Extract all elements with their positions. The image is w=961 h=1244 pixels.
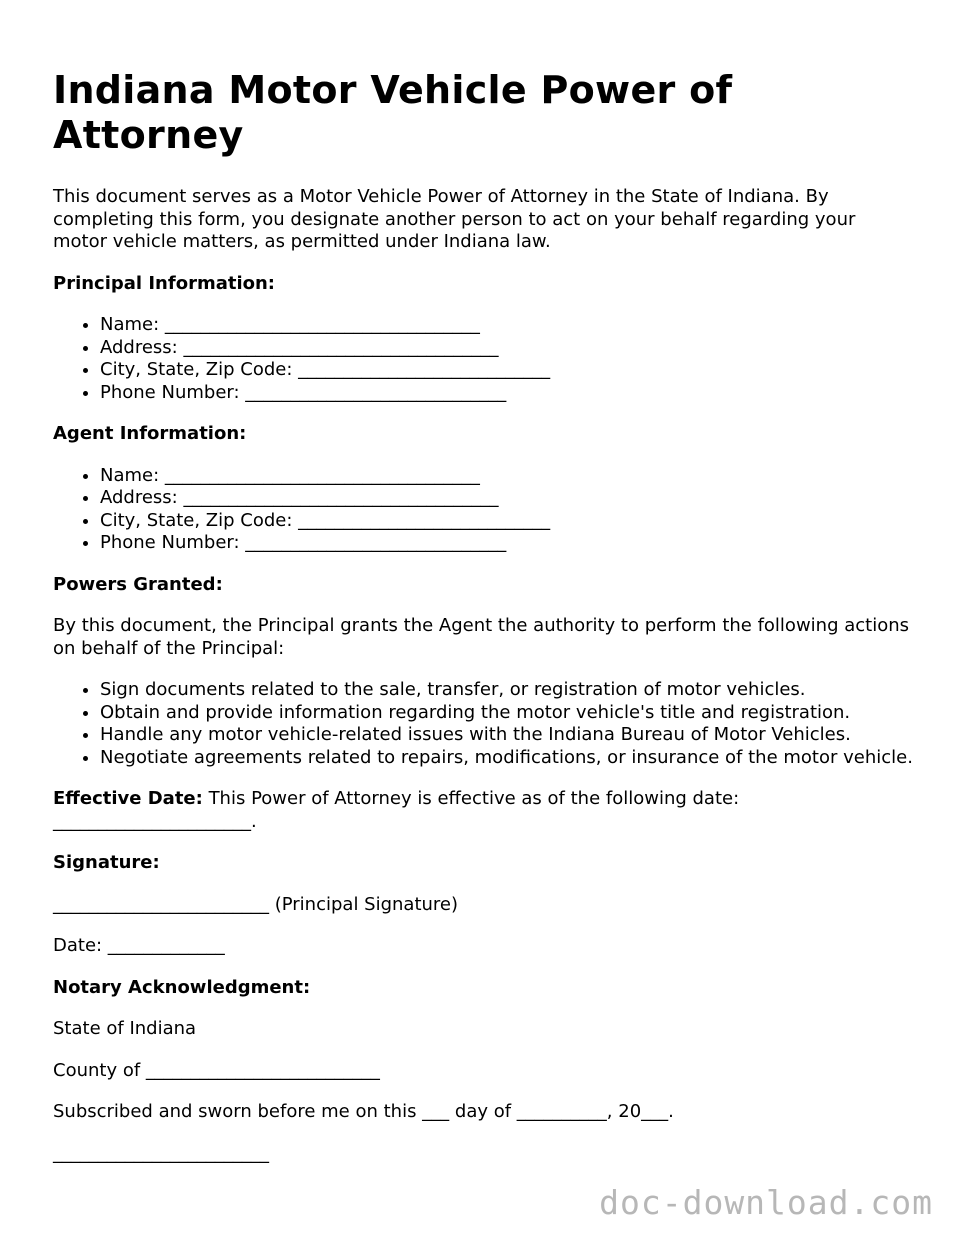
notary-county: County of __________________________ bbox=[53, 1059, 380, 1081]
notary-heading: Notary Acknowledgment: bbox=[53, 976, 311, 998]
document-title: Indiana Motor Vehicle Power of Attorney bbox=[53, 68, 733, 157]
effective-date-paragraph bbox=[53, 788, 913, 833]
principal-signature-line: ________________________ (Principal Signature) bbox=[53, 893, 459, 915]
agent-fields bbox=[53, 465, 913, 555]
principal-fields bbox=[53, 314, 913, 404]
powers-list bbox=[53, 679, 913, 769]
powers-intro: By this document, the Principal grants the Agent the authority to perform the following actions on behalf of the Principal: bbox=[53, 615, 910, 659]
agent-name-field: • Name: ___________________________________ bbox=[100, 465, 913, 488]
effective-date-text: This Power of Attorney is effective as of the following date: ______________________. bbox=[53, 788, 740, 832]
watermark: doc-download.com bbox=[599, 1183, 933, 1222]
agent-phone-field: • Phone Number: _____________________________ bbox=[100, 532, 913, 555]
power-item: • Negotiate agreements related to repairs, modifications, or insurance of the motor vehicle. bbox=[100, 747, 913, 770]
principal-city-field: • City, State, Zip Code: ____________________________ bbox=[100, 359, 913, 382]
notary-signature-line: ________________________ bbox=[53, 1142, 269, 1164]
powers-heading: Powers Granted: bbox=[53, 573, 223, 595]
notary-state: State of Indiana bbox=[53, 1018, 197, 1039]
power-item: • Sign documents related to the sale, transfer, or registration of motor vehicles. bbox=[100, 679, 913, 702]
document-page bbox=[53, 68, 913, 1184]
principal-heading: Principal Information: bbox=[53, 272, 276, 294]
power-item: • Obtain and provide information regarding the motor vehicle's title and registration. bbox=[100, 702, 913, 725]
agent-address-field: • Address: ___________________________________ bbox=[100, 487, 913, 510]
notary-sworn-statement: Subscribed and sworn before me on this ___ day of __________, 20___. bbox=[53, 1101, 674, 1122]
intro-paragraph: This document serves as a Motor Vehicle Power of Attorney in the State of Indiana. By completing this form, you designate another person to act on your behalf regarding your motor vehicle matters, as permitted under Indiana law. bbox=[53, 186, 856, 252]
agent-heading: Agent Information: bbox=[53, 423, 247, 444]
principal-name-field: • Name: ___________________________________ bbox=[100, 314, 913, 337]
effective-date-label: Effective Date: bbox=[53, 788, 203, 809]
agent-city-field: • City, State, Zip Code: ____________________________ bbox=[100, 510, 913, 533]
power-item: • Handle any motor vehicle-related issues with the Indiana Bureau of Motor Vehicles. bbox=[100, 724, 913, 747]
signature-heading: Signature: bbox=[53, 852, 160, 873]
signature-date-line: Date: _____________ bbox=[53, 935, 225, 956]
principal-address-field: • Address: ___________________________________ bbox=[100, 337, 913, 360]
principal-phone-field: • Phone Number: _____________________________ bbox=[100, 382, 913, 405]
